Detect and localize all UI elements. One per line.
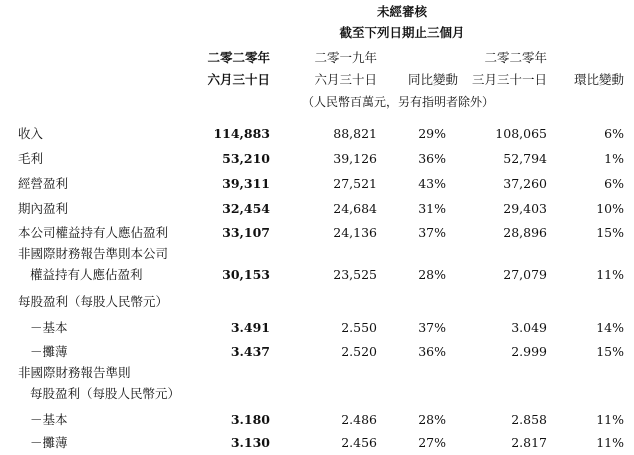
cell-2020q1: 29,403 [503, 201, 547, 216]
row-label: －攤薄 [30, 344, 68, 359]
cell-2020q2: 3.437 [230, 344, 270, 359]
cell-2019q2: 39,126 [333, 151, 377, 166]
cell-2019q2: 2.520 [341, 344, 377, 359]
cell-qoq: 11% [596, 412, 624, 427]
cell-yoy: 37% [418, 320, 446, 335]
cell-qoq: 6% [604, 126, 624, 141]
cell-qoq: 1% [604, 151, 624, 166]
cell-2020q2: 39,311 [222, 176, 270, 191]
row-label-line2: 權益持有人應佔盈利 [30, 267, 143, 282]
cell-qoq: 11% [596, 435, 624, 450]
row-label: 收入 [18, 126, 44, 141]
cell-2020q2: 53,210 [222, 151, 270, 166]
cell-2020q2: 32,454 [222, 201, 270, 216]
cell-qoq: 11% [596, 267, 624, 282]
section-heading-nonifrs-line1: 非國際財務報告準則 [18, 365, 131, 380]
cell-2020q2: 33,107 [222, 225, 270, 240]
col-2020q1-header-line1: 二零二零年 [484, 50, 547, 65]
unaudited-heading: 未經審核 [376, 4, 428, 19]
cell-2019q2: 2.486 [341, 412, 377, 427]
row-label: －基本 [30, 412, 68, 427]
col-yoy-header: 同比變動 [407, 72, 458, 87]
cell-2019q2: 27,521 [333, 176, 377, 191]
cell-2019q2: 24,136 [333, 225, 377, 240]
cell-2020q2: 3.491 [230, 320, 270, 335]
col-2019q2-header-line2: 六月三十日 [314, 72, 377, 87]
row-label: 期內盈利 [18, 201, 69, 216]
row-label: 經營盈利 [18, 176, 69, 191]
cell-yoy: 28% [418, 267, 446, 282]
cell-2020q1: 52,794 [503, 151, 547, 166]
col-2020q1-header-line2: 三月三十一日 [471, 72, 547, 87]
period-heading: 截至下列日期止三個月 [339, 25, 465, 40]
cell-2020q1: 2.817 [511, 435, 547, 450]
cell-2020q1: 108,065 [495, 126, 547, 141]
row-label: 本公司權益持有人應佔盈利 [18, 225, 169, 240]
cell-2020q2: 3.130 [230, 435, 270, 450]
cell-qoq: 10% [596, 201, 624, 216]
section-heading-eps: 每股盈利（每股人民幣元） [18, 294, 169, 309]
cell-2020q1: 2.999 [511, 344, 547, 359]
cell-yoy: 29% [418, 126, 446, 141]
cell-yoy: 31% [418, 201, 446, 216]
cell-2020q2: 114,883 [213, 126, 270, 141]
cell-2020q1: 37,260 [503, 176, 547, 191]
cell-qoq: 6% [604, 176, 624, 191]
section-heading-nonifrs-line2: 每股盈利（每股人民幣元） [30, 386, 181, 401]
cell-2020q1: 28,896 [503, 225, 547, 240]
cell-2019q2: 24,684 [333, 201, 377, 216]
cell-2019q2: 88,821 [333, 126, 377, 141]
col-2020q2-header-line2: 六月三十日 [207, 72, 270, 87]
cell-2020q1: 2.858 [511, 412, 547, 427]
cell-qoq: 15% [596, 225, 624, 240]
cell-yoy: 28% [418, 412, 446, 427]
cell-yoy: 37% [418, 225, 446, 240]
cell-yoy: 43% [418, 176, 446, 191]
cell-qoq: 14% [596, 320, 624, 335]
cell-yoy: 36% [418, 151, 446, 166]
cell-2020q1: 3.049 [511, 320, 547, 335]
col-2019q2-header-line1: 二零一九年 [314, 50, 377, 65]
cell-2020q2: 3.180 [230, 412, 270, 427]
cell-yoy: 27% [418, 435, 446, 450]
cell-2019q2: 23,525 [333, 267, 377, 282]
col-qoq-header: 環比變動 [573, 72, 624, 87]
cell-2020q1: 27,079 [503, 267, 547, 282]
cell-2019q2: 2.550 [341, 320, 377, 335]
col-2020q2-header-line1: 二零二零年 [207, 50, 270, 65]
unit-note: （人民幣百萬元，另有指明者除外） [302, 95, 495, 109]
cell-2019q2: 2.456 [341, 435, 377, 450]
row-label: 毛利 [18, 151, 44, 166]
row-label: －攤薄 [30, 435, 68, 450]
cell-qoq: 15% [596, 344, 624, 359]
row-label: －基本 [30, 320, 68, 335]
cell-2020q2: 30,153 [222, 267, 270, 282]
cell-yoy: 36% [418, 344, 446, 359]
row-label-line1: 非國際財務報告準則本公司 [18, 246, 169, 261]
